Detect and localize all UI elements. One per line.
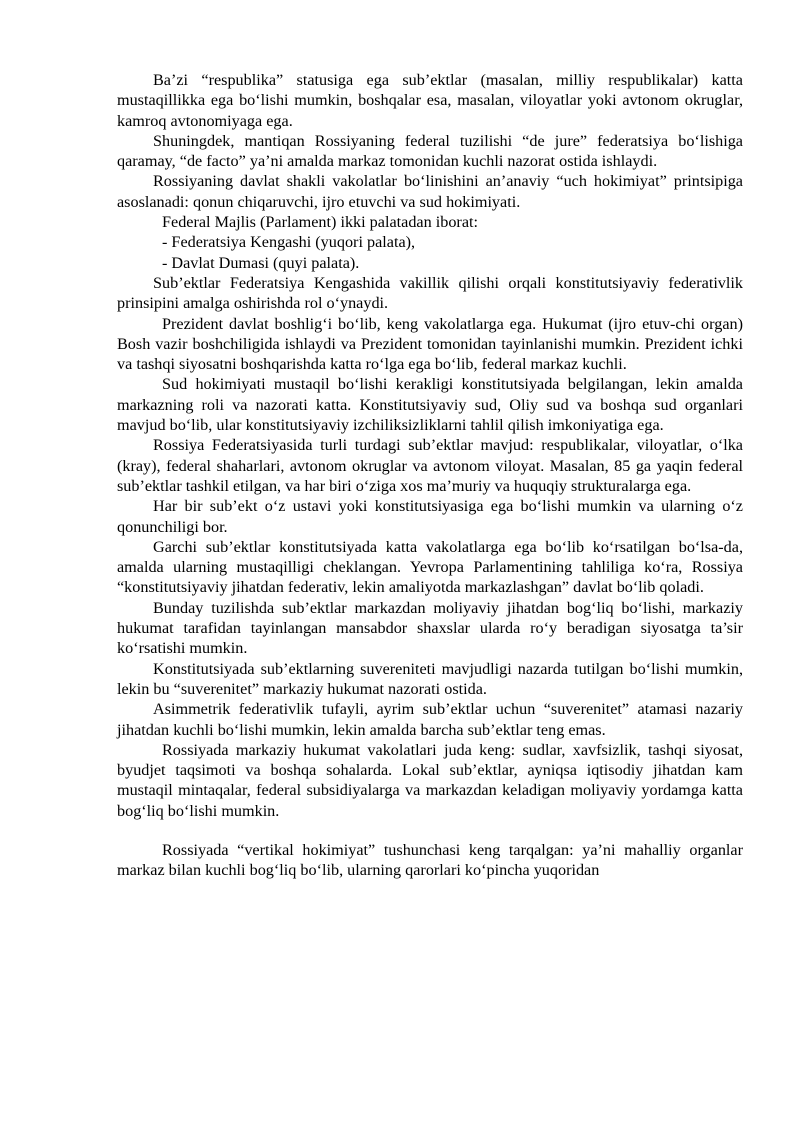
paragraph-gap: [117, 821, 743, 840]
paragraph-subject-types: Rossiya Federatsiyasida turli turdagi sub’ektlar mavjud: respublikalar, viloyatlar, o‘lka (kray), federal shaharlari, avtonom okruglar va avtonom viloyat. Masalan, 85 ga yaqin federal sub’ektlar tashkil etilgan, va har biri o‘ziga xos ma’muriy va huquqiy strukturalarga ega.: [117, 436, 743, 495]
paragraph-limited-independence: Garchi sub’ektlar konstitutsiyada katta vakolatlarga ega bo‘lib ko‘rsatilgan bo‘lsa-da, amalda ularning mustaqilligi cheklangan. Yevropa Parlamentining tahliliga ko‘ra, Rossiya “konstitutsiyaviy jihatdan federativ, lekin amaliyotda markazlashgan” davlat bo‘lib qoladi.: [117, 537, 743, 597]
paragraph-financial-dependence: Bunday tuzilishda sub’ektlar markazdan moliyaviy jihatdan bog‘liq bo‘lishi, markaziy hukumat tarafidan tayinlangan mansabdor shaxslar ularda ro‘y beradigan siyosatga ta’sir ko‘rsatishi mumkin.: [117, 598, 743, 658]
paragraph-vertical-power: Rossiyada “vertikal hokimiyat” tushunchasi keng tarqalgan: ya’ni mahalliy organlar markaz bilan kuchli bog‘liq bo‘lib, ularning qarorlari ko‘pincha yuqoridan: [117, 840, 743, 880]
document-page: [117, 70, 743, 881]
paragraph-federal-assembly: Federal Majlis (Parlament) ikki palatadan iborat:: [162, 213, 479, 232]
paragraph-subjects-representation: Sub’ektlar Federatsiya Kengashida vakillik qilishi orqali konstitutsiyaviy federativlik prinsipini amalga oshirishda rol o‘ynaydi.: [117, 273, 743, 313]
paragraph-three-powers: Rossiyaning davlat shakli vakolatlar bo‘linishini an’anaviy “uch hokimiyat” printsipiga asoslanadi: qonun chiqaruvchi, ijro etuvchi va sud hokimiyati.: [117, 172, 743, 211]
paragraph-respublika-status: Ba’zi “respublika” statusiga ega sub’ektlar (masalan, milliy respublikalar) katta mustaqillikka ega bo‘lishi mumkin, boshqalar esa, masalan, viloyatlar yoki avtonom okruglar, kamroq avtonomiyaga ega.: [117, 71, 743, 130]
paragraph-de-jure-de-facto: Shuningdek, mantiqan Rossiyaning federal tuzilishi “de jure” federatsiya bo‘lishiga qaramay, “de facto” ya’ni amalda markaz tomonidan kuchli nazorat ostida ishlaydi.: [117, 131, 743, 171]
paragraph-president: Prezident davlat boshlig‘i bo‘lib, keng vakolatlarga ega. Hukumat (ijro etuv-chi organ) Bosh vazir boshchiligida ishlaydi va Prezident tomonidan tayinlanishi mumkin. Prezident ichki va tashqi siyosatni boshqarishda katta ro‘lga ega bo‘lib, federal markaz kuchli.: [117, 314, 743, 374]
paragraph-asymmetric-federalism: Asimmetrik federativlik tufayli, ayrim sub’ektlar uchun “suverenitet” atamasi nazariy jihatdan kuchli bo‘lishi mumkin, lekin amalda barcha sub’ektlar teng emas.: [117, 700, 743, 739]
list-item-state-duma: - Davlat Dumasi (quyi palata).: [162, 253, 360, 272]
list-item-federation-council: - Federatsiya Kengashi (yuqori palata),: [162, 233, 416, 252]
paragraph-sovereignty: Konstitutsiyada sub’ektlarning suvereniteti mavjudligi nazarda tutilgan bo‘lishi mumkin, lekin bu “suverenitet” markaziy hukumat nazorati ostida.: [117, 659, 743, 698]
paragraph-subject-charter: Har bir sub’ekt o‘z ustavi yoki konstitutsiyasiga ega bo‘lishi mumkin va ularning o‘z qonunchiligi bor.: [117, 497, 743, 536]
paragraph-central-powers: Rossiyada markaziy hukumat vakolatlari juda keng: sudlar, xavfsizlik, tashqi siyosat, byudjet taqsimoti va boshqa sohalarda. Lokal sub’ektlar, ayniqsa iqtisodiy jihatdan kam mustaqil mintaqalar, federal subsidiyalarga va markazdan keladigan moliyaviy yordamga katta bog‘liq bo‘lishi mumkin.: [117, 740, 743, 820]
paragraph-judiciary: Sud hokimiyati mustaqil bo‘lishi kerakligi konstitutsiyada belgilangan, lekin amalda markazning roli va nazorati katta. Konstitutsiyaviy sud, Oliy sud va boshqa sud organlari mavjud bo‘lib, ular konstitutsiyaviy izchiliksizliklarni tahlil qilish imkoniyatiga ega.: [117, 375, 743, 435]
